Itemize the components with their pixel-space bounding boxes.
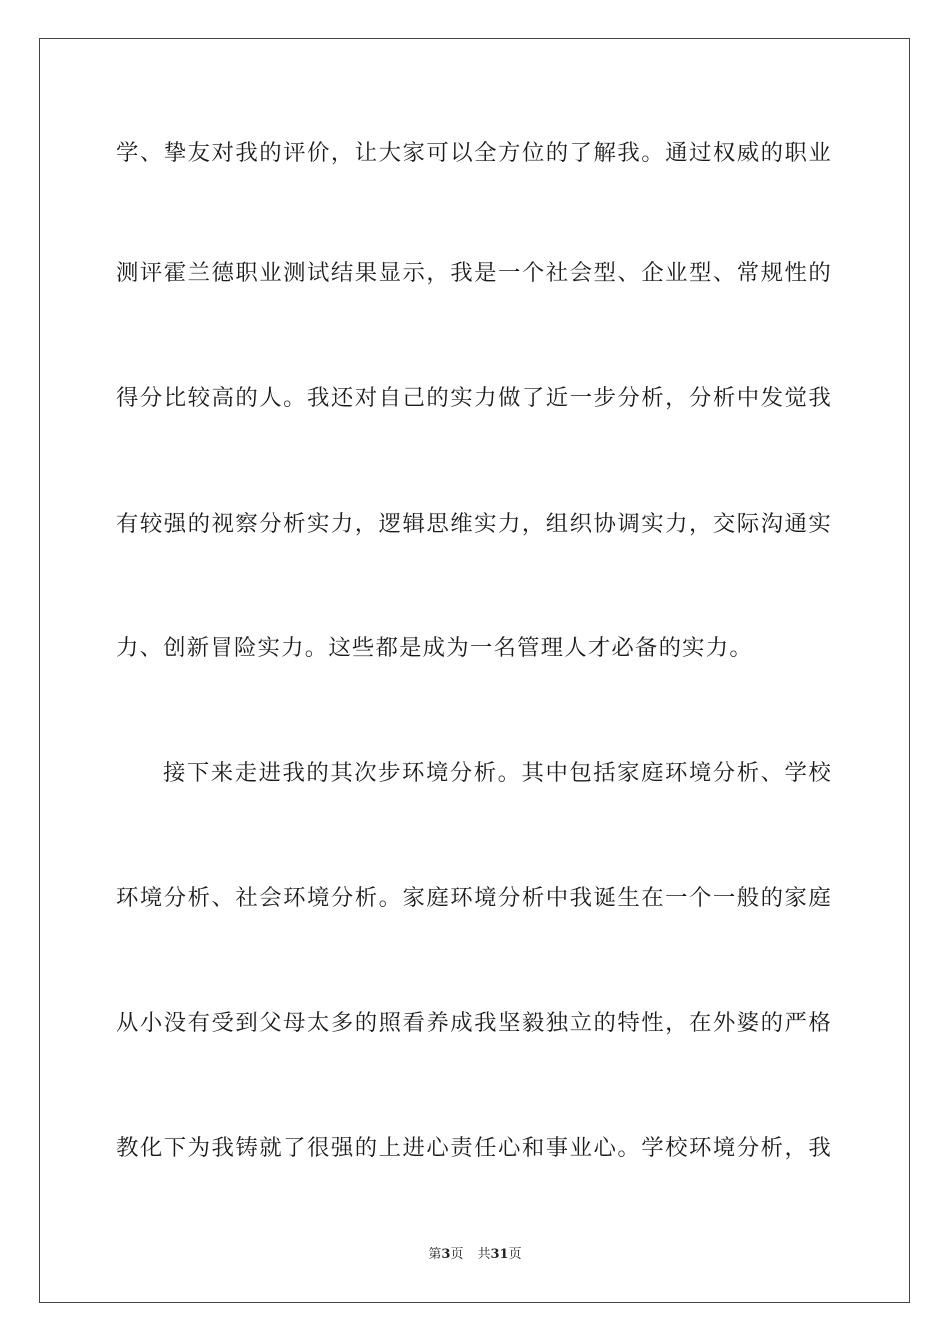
paragraph-start-line: 接下来走进我的其次步环境分析。其中包括家庭环境分析、学校 xyxy=(163,760,832,786)
text-line-8: 从小没有受到父母太多的照看养成我坚毅独立的特性，在外婆的严格 xyxy=(116,1010,832,1036)
text-line-5: 力、创新冒险实力。这些都是成为一名管理人才必备的实力。 xyxy=(116,635,753,661)
text-line-3: 得分比较高的人。我还对自己的实力做了近一步分析，分析中发觉我 xyxy=(116,385,832,411)
total-prefix: 共 xyxy=(477,1247,491,1262)
page-prefix: 第 xyxy=(428,1247,442,1262)
page-number: 3 xyxy=(441,1247,451,1262)
text-line-1: 学、挚友对我的评价，让大家可以全方位的了解我。通过权威的职业 xyxy=(116,140,832,166)
page-suffix: 页 xyxy=(450,1247,464,1262)
text-line-7: 环境分析、社会环境分析。家庭环境分析中我诞生在一个一般的家庭 xyxy=(116,885,832,911)
text-line-9: 教化下为我铸就了很强的上进心责任心和事业心。学校环境分析，我 xyxy=(116,1135,832,1161)
text-line-2: 测评霍兰德职业测试结果显示，我是一个社会型、企业型、常规性的 xyxy=(116,260,832,286)
total-suffix: 页 xyxy=(508,1247,522,1262)
page-footer xyxy=(0,1246,950,1264)
page-border xyxy=(39,38,910,1303)
text-line-4: 有较强的视察分析实力，逻辑思维实力，组织协调实力，交际沟通实 xyxy=(116,511,832,537)
total-pages: 31 xyxy=(490,1247,509,1262)
